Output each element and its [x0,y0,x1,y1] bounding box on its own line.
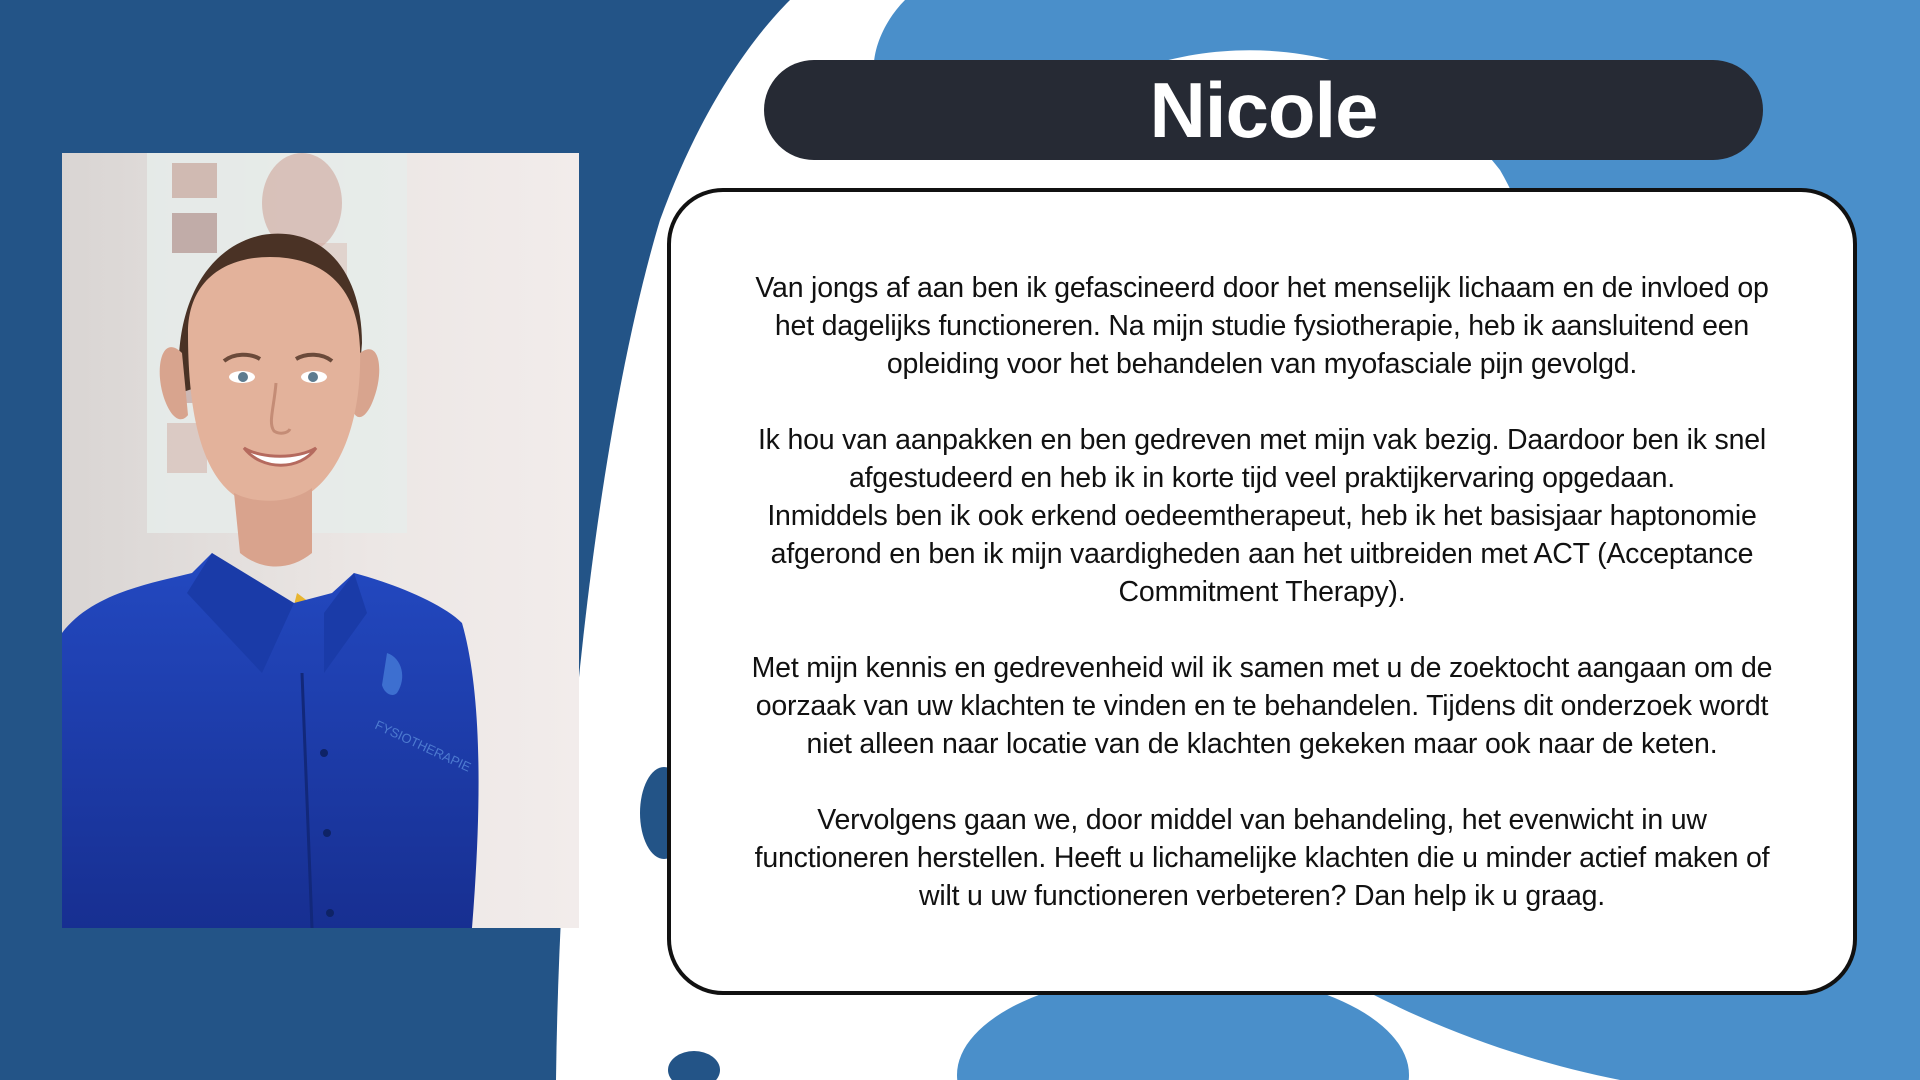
bio-card [667,188,1857,995]
profile-name: Nicole [1149,66,1378,154]
bio-paragraph-1: Van jongs af aan ben ik gefascineerd door het menselijk lichaam en de invloed op het dagelijks functioneren. Na mijn studie fysiotherapie, heb ik aansluitend een opleiding voor het behandelen van myofasciale pijn gevolgd. [755,271,1769,380]
profile-photo [62,153,579,928]
shirt-logo-text: FYSIOTHERAPIE [372,717,474,775]
bio-paragraph-3: Met mijn kennis en gedrevenheid wil ik samen met u de zoektocht aangaan om de oorzaak van uw klachten te vinden en te behandelen. Tijdens dit onderzoek wordt niet alleen naar locatie van de klachten gekeken maar ook naar de keten. [751,651,1773,760]
name-banner [764,60,1763,160]
bio-paragraph-4: Vervolgens gaan we, door middel van behandeling, het evenwicht in uw functioneren herstellen. Heeft u lichamelijke klachten die u minder actief maken of wilt u uw functioneren verbeteren? Dan help ik u graag. [754,803,1770,912]
bio-paragraph-2: Ik hou van aanpakken en ben gedreven met mijn vak bezig. Daardoor ben ik snel afgestudeerd en heb ik in korte tijd veel praktijkervaring opgedaan. Inmiddels ben ik ook erkend oedeemtherapeut, heb ik het basisjaar haptonomie afgerond en ben ik mijn vaardigheden aan het uitbreiden met ACT (Acceptance Commitment Therapy). [757,423,1767,608]
